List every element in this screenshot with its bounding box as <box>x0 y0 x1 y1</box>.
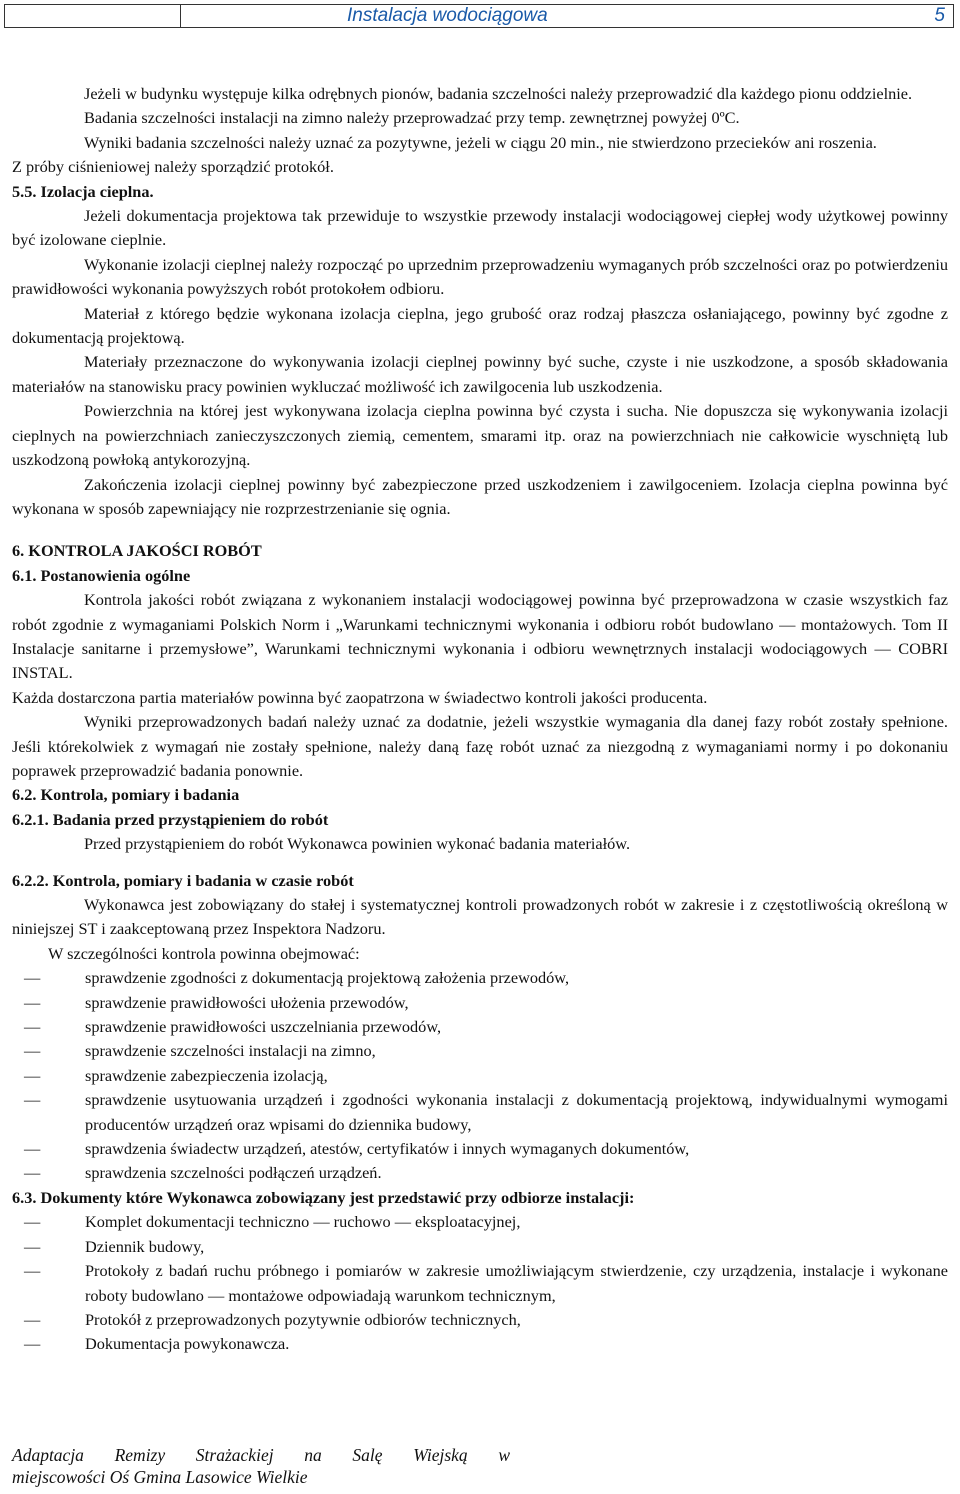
paragraph: Kontrola jakości robót związana z wykonaniem instalacji wodociągowej powinna być przeprowadzona w czasie wszystkich faz robót zgodnie z wymaganiami Polskich Norm i „Warunkami technicznymi wykonania i odbioru robót budowlano — montażowych. Tom II Instalacje sanitarne i przemysłowe”, Warunkami technicznymi wykonania i odbioru wewnętrznych instalacji wodociągowych — COBRI INSTAL. <box>12 590 948 683</box>
dash-bullet: — <box>24 1309 41 1329</box>
paragraph: Z próby ciśnieniowej należy sporządzić protokół. <box>12 157 334 177</box>
section-heading-6-2-1: 6.2.1. Badania przed przystąpieniem do robót <box>12 809 329 829</box>
paragraph: Zakończenia izolacji cieplnej powinny być zabezpieczone przed uszkodzeniem i zawilgoceniem. Izolacja cieplna powinna być wykonana w sposób zapewniający nie rozprzestrzenianie się ognia. <box>12 474 948 518</box>
list-item-text: Protokoły z badań ruchu próbnego i pomiarów w zakresie umożliwiającym stwierdzenie, czy urządzenia, instalacje i wykonane roboty budowlano — montażowe odpowiadają warunkom technicznym, <box>85 1261 948 1305</box>
paragraph: Materiał z którego będzie wykonana izolacja cieplna, jego grubość oraz rodzaj płaszcza osłaniającego, powinny być zgodne z dokumentacją projektową. <box>12 303 948 348</box>
list-item-text: sprawdzenie zgodności z dokumentacją projektową założenia przewodów, <box>85 968 570 988</box>
paragraph: Wykonawca jest zobowiązany do stałej i systematycznej kontroli prowadzonych robót w zakresie i z częstotliwością określoną w niniejszej ST i zaakceptowaną przez Inspektora Nadzoru. <box>12 895 948 939</box>
list-item-text: sprawdzenia świadectw urządzeń, atestów, certyfikatów i innych wymaganych dokumentów, <box>85 1139 690 1159</box>
list-item-text: sprawdzenie prawidłowości ułożenia przewodów, <box>85 992 409 1012</box>
list-item <box>12 1039 948 1063</box>
paragraph: Badania szczelności instalacji na zimno należy przeprowadzać przy temp. zewnętrznej powyżej 0ºC. <box>84 108 740 128</box>
paragraph: Wyniki badania szczelności należy uznać za pozytywne, jeżeli w ciągu 20 min., nie stwierdzono przecieków ani roszenia. <box>84 132 877 152</box>
paragraph: Powierzchnia na której jest wykonywana izolacja cieplna powinna być czysta i sucha. Nie dopuszcza się wykonywania izolacji cieplnych na powierzchniach zanieczyszczonych ziemią, cementem, smarami itp. oraz na powierzchniach nie całkowicie wyschniętą lub uszkodzoną powłoką antykorozyjną. <box>12 401 948 470</box>
footer-line-2: miejscowości Oś Gmina Lasowice Wielkie <box>12 1467 308 1487</box>
page-header <box>4 4 954 28</box>
list-item-text: sprawdzenie szczelności instalacji na zimno, <box>85 1041 376 1061</box>
header-title: Instalacja wodociągowa <box>347 5 548 26</box>
dash-bullet: — <box>24 1261 41 1281</box>
list-item <box>12 1137 948 1161</box>
section-heading-6-2: 6.2. Kontrola, pomiary i badania <box>12 785 240 805</box>
list-item <box>12 991 948 1015</box>
list-item <box>12 1088 948 1137</box>
list-item <box>12 1332 948 1356</box>
dash-bullet: — <box>24 1163 41 1183</box>
section-heading-6: 6. KONTROLA JAKOŚCI ROBÓT <box>12 541 262 561</box>
required-documents-list <box>12 1210 948 1356</box>
dash-bullet: — <box>24 992 41 1012</box>
paragraph: Jeżeli w budynku występuje kilka odrębnych pionów, badania szczelności należy przeprowadzić dla każdego pionu oddzielnie. <box>84 84 913 103</box>
list-item <box>12 1308 948 1332</box>
list-item <box>12 966 948 990</box>
page-number: 5 <box>934 5 945 26</box>
dash-bullet: — <box>24 1017 41 1037</box>
list-item <box>12 1161 948 1185</box>
list-item-text: sprawdzenie usytuowania urządzeń i zgodności wykonania instalacji z dokumentacją projektową, indywidualnymi wymogami producentów urządzeń oraz wpisami do dziennika budowy, <box>85 1090 948 1134</box>
list-item-text: Protokół z przeprowadzonych pozytywnie odbiorów technicznych, <box>85 1309 521 1329</box>
dash-bullet: — <box>24 1334 41 1354</box>
list-item <box>12 1235 948 1259</box>
paragraph: W szczególności kontrola powinna obejmować: <box>48 943 360 963</box>
paragraph: Każda dostarczona partia materiałów powinna być zaopatrzona w świadectwo kontroli jakości producenta. <box>12 687 708 707</box>
paragraph: Wyniki przeprowadzonych badań należy uznać za dodatnie, jeżeli wszystkie wymagania dla danej fazy robót zostały spełnione. Jeśli którekolwiek z wymagań nie zostały spełnione, należy daną fazę robót uznać za niezgodną z wymaganiami normy i po dokonaniu poprawek przeprowadzić badania ponownie. <box>12 712 948 780</box>
document-body <box>12 82 948 1357</box>
paragraph: Przed przystąpieniem do robót Wykonawca powinien wykonać badania materiałów. <box>84 834 631 854</box>
paragraph: Materiały przeznaczone do wykonywania izolacji cieplnej powinny być suche, czyste i nie uszkodzone, a sposób składowania materiałów na stanowisku pracy powinien wykluczać możliwość ich zawilgocenia lub uszkodzenia. <box>12 352 948 396</box>
list-item <box>12 1064 948 1088</box>
dash-bullet: — <box>24 1090 41 1110</box>
list-item-text: sprawdzenia szczelności podłączeń urządzeń. <box>85 1163 382 1183</box>
footer-line-1: Adaptacja Remizy Strażackiej na Salę Wiejską w <box>12 1445 510 1465</box>
section-heading-5-5: 5.5. Izolacja cieplna. <box>12 181 154 201</box>
list-item <box>12 1259 948 1308</box>
section-heading-6-2-2: 6.2.2. Kontrola, pomiary i badania w czasie robót <box>12 870 354 890</box>
dash-bullet: — <box>24 1212 41 1232</box>
list-item <box>12 1015 948 1039</box>
list-item-text: sprawdzenie zabezpieczenia izolacją, <box>85 1065 328 1085</box>
header-left-cell <box>5 5 181 27</box>
spacer <box>12 521 948 539</box>
list-item-text: Komplet dokumentacji techniczno — ruchowo — eksploatacyjnej, <box>85 1212 521 1232</box>
page-footer <box>12 1444 510 1488</box>
dash-bullet: — <box>24 1065 41 1085</box>
paragraph: Jeżeli dokumentacja projektowa tak przewiduje to wszystkie przewody instalacji wodociągowej ciepłej wody użytkowej powinny być izolowane cieplnie. <box>12 206 948 250</box>
dash-bullet: — <box>24 1236 41 1256</box>
dash-bullet: — <box>24 1041 41 1061</box>
list-item-text: Dokumentacja powykonawcza. <box>85 1334 290 1354</box>
list-item <box>12 1210 948 1234</box>
paragraph: Wykonanie izolacji cieplnej należy rozpocząć po uprzednim przeprowadzeniu wymaganych prób szczelności oraz po potwierdzeniu prawidłowości wykonania powyższych robót protokołem odbioru. <box>12 254 948 299</box>
dash-bullet: — <box>24 968 41 988</box>
control-checklist <box>12 966 948 1186</box>
section-heading-6-1: 6.1. Postanowienia ogólne <box>12 565 191 585</box>
spacer <box>12 857 948 869</box>
section-heading-6-3: 6.3. Dokumenty które Wykonawca zobowiązany jest przedstawić przy odbiorze instalacji: <box>12 1187 635 1207</box>
dash-bullet: — <box>24 1139 41 1159</box>
list-item-text: sprawdzenie prawidłowości uszczelniania przewodów, <box>85 1017 442 1037</box>
list-item-text: Dziennik budowy, <box>85 1236 205 1256</box>
